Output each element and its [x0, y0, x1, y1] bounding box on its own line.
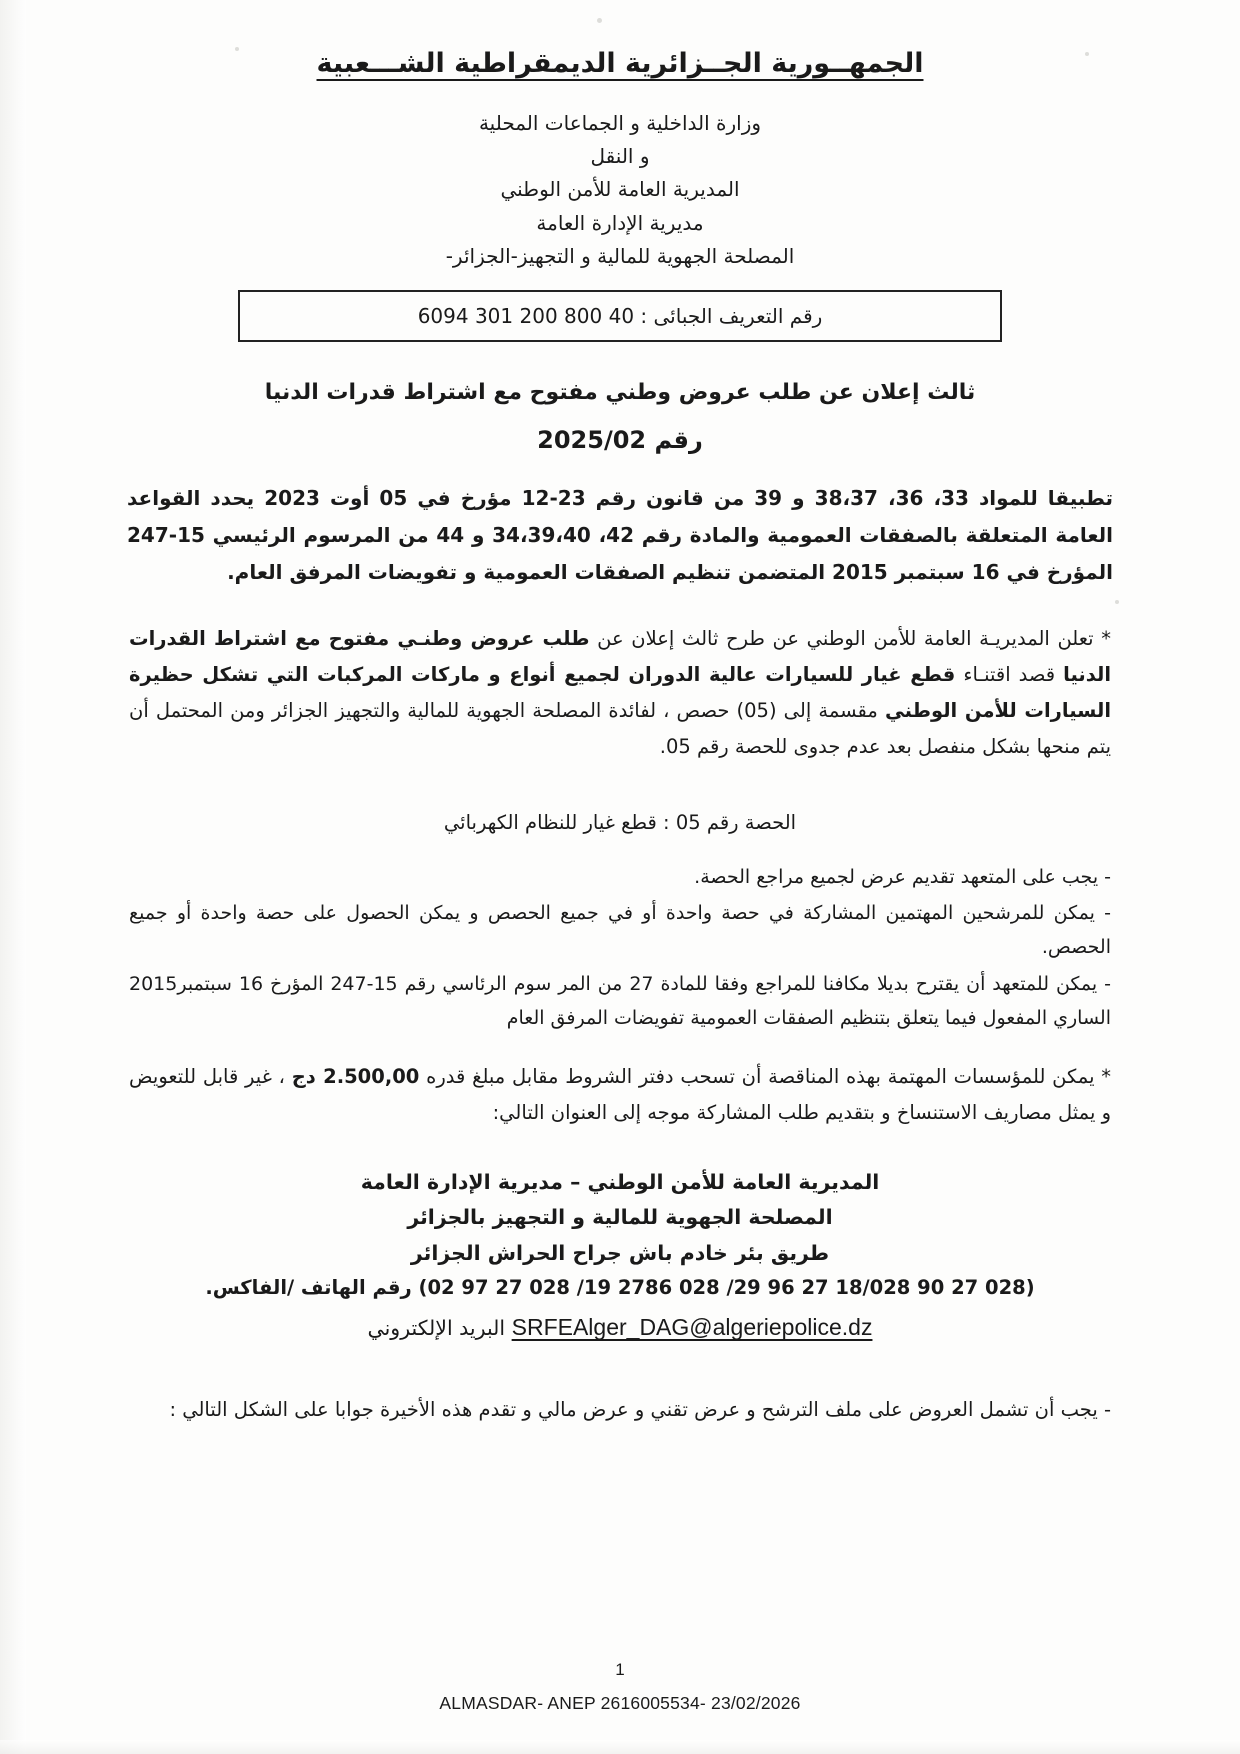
tender-fee-amount: 2.500,00 دج	[291, 1065, 420, 1089]
main-paragraph-part-3: مقسمة إلى (05) حصص ، لفائدة المصلحة الجهوية للمالية والتجهيز الجزائر ومن المحتمل أن يتم منحها بشكل منفصل بعد عدم جدوى للحصة رقم 05.	[129, 698, 1111, 759]
footer-reference: ALMASDAR- ANEP 2616005534- 23/02/2026	[439, 1693, 801, 1713]
main-paragraph-part-2: قصد اقتنـاء	[963, 662, 1056, 686]
email-label: البريد الإلكتروني	[367, 1316, 506, 1341]
announcement-number: رقم 2025/02	[537, 425, 703, 454]
address-line-3: طريق بئر خادم باش جراح الحراش الجزائر	[410, 1240, 830, 1265]
lot-05-line: الحصة رقم 05 : قطع غيار للنظام الكهربائي	[443, 811, 797, 835]
ministry-line-5: المصلحة الجهوية للمالية و التجهيز-الجزائر-	[445, 244, 795, 269]
tender-fee-text-2: ، غير قابل للتعويض و يمثل مصاريف الاستنساخ و بتقديم طلب المشاركة موجه إلى العنوان التالي:	[129, 1065, 1111, 1125]
email-row	[115, 1308, 1125, 1348]
document-body	[115, 0, 1125, 1428]
condition-item-2: - يمكن للمرشحين المهتمين المشاركة في حصة واحدة أو في جميع الحصص و يمكن الحصول على حصة واحدة أو جميع الحصص.	[129, 902, 1111, 959]
fiscal-id-label: رقم التعريف الجبائى :	[640, 304, 823, 329]
scan-edge-bottom	[0, 1740, 1240, 1754]
main-paragraph-part-1: * تعلن المديريـة العامة للأمن الوطني عن طرح ثالث إعلان عن	[597, 626, 1111, 650]
main-paragraph-bold-1: طلب عروض وطنـي مفتوح مع اشتراط القدرات الدنيا	[129, 626, 1112, 686]
announcement-title: ثالث إعلان عن طلب عروض وطني مفتوح مع اشتراط قدرات الدنيا	[264, 380, 976, 406]
ministry-header	[115, 107, 1125, 273]
condition-item-1: - يجب على المتعهد تقديم عرض لجميع مراجع الحصة.	[694, 866, 1111, 889]
closing-paragraph: - يجب أن تشمل العروض على ملف الترشح و عرض تقني و عرض مالي و تقدم هذه الأخيرة جوابا على الشكل التالي :	[169, 1397, 1111, 1421]
legal-basis-paragraph: تطبيقا للمواد 33، 36، 38،37 و 39 من قانون رقم 23-12 مؤرخ في 05 أوت 2023 يحدد القواعد العامة المتعلقة بالصفقات العمومية والمادة رقم 42، 34،39،40 و 44 من المرسوم الرئيسي 15-247 المؤرخ في 16 سبتمبر 2015 المتضمن تنظيم الصفقات العمومية و تفويضات المرفق العام.	[127, 485, 1114, 584]
fiscal-id-value: 40 800 200 301 6094	[417, 304, 635, 329]
contact-address-block	[115, 1165, 1125, 1348]
conditions-list	[129, 860, 1111, 1035]
main-announcement-paragraph	[129, 621, 1111, 765]
fiscal-id-box	[238, 290, 1002, 342]
republic-title: الجمهــورية الجــزائرية الديمقراطية الشـــعبية	[316, 48, 924, 79]
main-paragraph-bold-2: قطع غيار للسيارات عالية الدوران لجميع أنواع و ماركات المركبات التي تشكل حظيرة السيارات للأمن الوطني	[129, 662, 1111, 722]
page-number: 1	[615, 1660, 625, 1679]
ministry-line-1: وزارة الداخلية و الجماعات المحلية	[478, 110, 762, 135]
ministry-line-2: و النقل	[590, 143, 650, 168]
ministry-line-3: المديرية العامة للأمن الوطني	[500, 177, 740, 202]
condition-item-3: - يمكن للمتعهد أن يقترح بديلا مكافنا للمراجع وفقا للمادة 27 من المر سوم الرئاسي رقم 15-247 المؤرخ 16 سبتمبر2015 الساري المفعول فيما يتعلق بتنظيم الصفقات العمومية تفويضات المرفق العام	[129, 972, 1111, 1029]
address-line-1: المديرية العامة للأمن الوطني – مديرية الإدارة العامة	[360, 1170, 880, 1195]
phone-label: رقم الهاتف /الفاكس.	[205, 1275, 412, 1299]
scan-edge-left	[0, 0, 26, 1754]
tender-fee-text-1: * يمكن للمؤسسات المهتمة بهذه المناقصة أن تسحب دفتر الشروط مقابل مبلغ قدره	[426, 1065, 1112, 1089]
email-address[interactable]: SRFEAlger_DAG@algeriepolice.dz	[511, 1314, 873, 1341]
ministry-line-4: مديرية الإدارة العامة	[536, 210, 704, 235]
address-line-2: المصلحة الجهوية للمالية و التجهيز بالجزائر	[407, 1205, 833, 1230]
phone-row	[115, 1271, 1125, 1305]
tender-fee-paragraph	[129, 1059, 1111, 1131]
phone-numbers: (028 27 90 18/028 27 96 29/ 028 2786 19/ 028 27 97 02)	[418, 1275, 1035, 1299]
